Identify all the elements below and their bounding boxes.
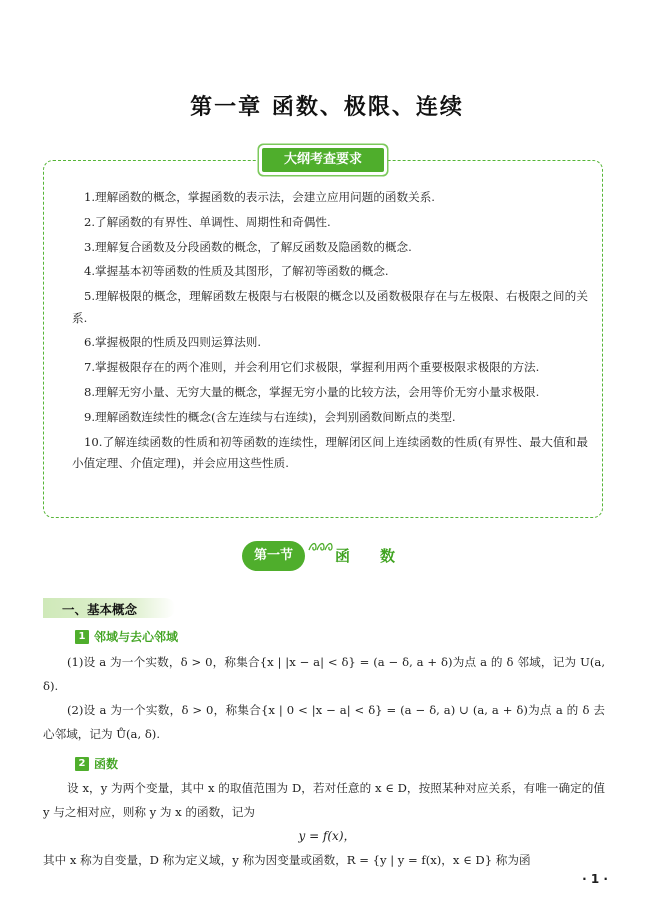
section-number-pill: 第一节 — [242, 541, 305, 571]
section-title — [335, 545, 397, 566]
heading-basic-concepts: 一、基本概念 — [62, 602, 138, 617]
requirements-list — [44, 187, 602, 475]
paragraph — [43, 698, 605, 746]
formula: y = f(x)， — [298, 829, 356, 843]
subheading-neighborhood — [75, 628, 178, 645]
paragraph-text: 设 x，y 为两个变量，其中 x 的取值范围为 D，若对任意的 x ∈ D，按照某种对应关系，有唯一确定的值 y 与之相对应，则称 y 为 x 的函数，记为 — [43, 781, 605, 819]
requirement-item: 8.理解无穷小量、无穷大量的概念，掌握无穷小量的比较方法，会用等价无穷小量求极限. — [84, 385, 540, 400]
requirement-item: 4.掌握基本初等函数的性质及其图形，了解初等函数的概念. — [84, 264, 389, 279]
paragraph — [43, 848, 563, 872]
syllabus-tab-label: 大纲考查要求 — [262, 148, 384, 172]
requirement-item: 2.了解函数的有界性、单调性、周期性和奇偶性. — [84, 214, 331, 229]
subheading-number: 2 — [75, 757, 89, 771]
paragraph — [43, 776, 605, 824]
page-number: · 1 · — [582, 872, 608, 886]
requirement-item: 10.了解连续函数的性质和初等函数的连续性，理解闭区间上连续函数的性质(有界性、最大值和最小值定理、介值定理)，并会应用这些性质. — [72, 434, 588, 471]
paragraph-text: (2)设 a 为一个实数，δ > 0，称集合{x | 0 < |x − a| < δ} = (a − δ, a) ∪ (a, a + δ)为点 a 的 δ 去心邻域，记为 Ů(a, δ). — [43, 703, 605, 741]
syllabus-requirements-box — [43, 152, 603, 518]
subheading-number: 1 — [75, 630, 89, 644]
subheading-title: 函数 — [94, 757, 119, 771]
swirl-ornament-icon — [308, 541, 336, 553]
section-badge — [242, 541, 332, 571]
paragraph-text: 其中 x 称为自变量，D 称为定义域，y 称为因变量或函数，R = {y | y = f(x)，x ∈ D} 称为函 — [43, 853, 531, 867]
section-title-part: 函 — [335, 547, 353, 565]
paragraph — [43, 650, 605, 698]
subheading-function — [75, 755, 118, 772]
section-title-part: 数 — [380, 547, 398, 565]
chapter-title: 第一章 函数、极限、连续 — [190, 95, 464, 120]
requirement-item: 9.理解函数连续性的概念(含左连续与右连续)，会判别函数间断点的类型. — [84, 409, 456, 424]
requirement-item: 6.掌握极限的性质及四则运算法则. — [84, 335, 262, 350]
paragraph-text: (1)设 a 为一个实数，δ > 0，称集合{x | |x − a| < δ} = (a − δ, a + δ)为点 a 的 δ 邻域，记为 U(a, δ). — [43, 655, 605, 693]
requirement-item: 7.掌握极限存在的两个准则，并会利用它们求极限，掌握利用两个重要极限求极限的方法. — [84, 360, 540, 375]
requirement-item: 1.理解函数的概念，掌握函数的表示法，会建立应用问题的函数关系. — [84, 190, 435, 204]
requirement-item: 3.理解复合函数及分段函数的概念，了解反函数及隐函数的概念. — [84, 239, 412, 254]
requirement-item: 5.理解极限的概念，理解函数左极限与右极限的概念以及函数极限存在与左极限、右极限之间的关系. — [72, 289, 588, 325]
subheading-title: 邻域与去心邻域 — [94, 630, 179, 644]
